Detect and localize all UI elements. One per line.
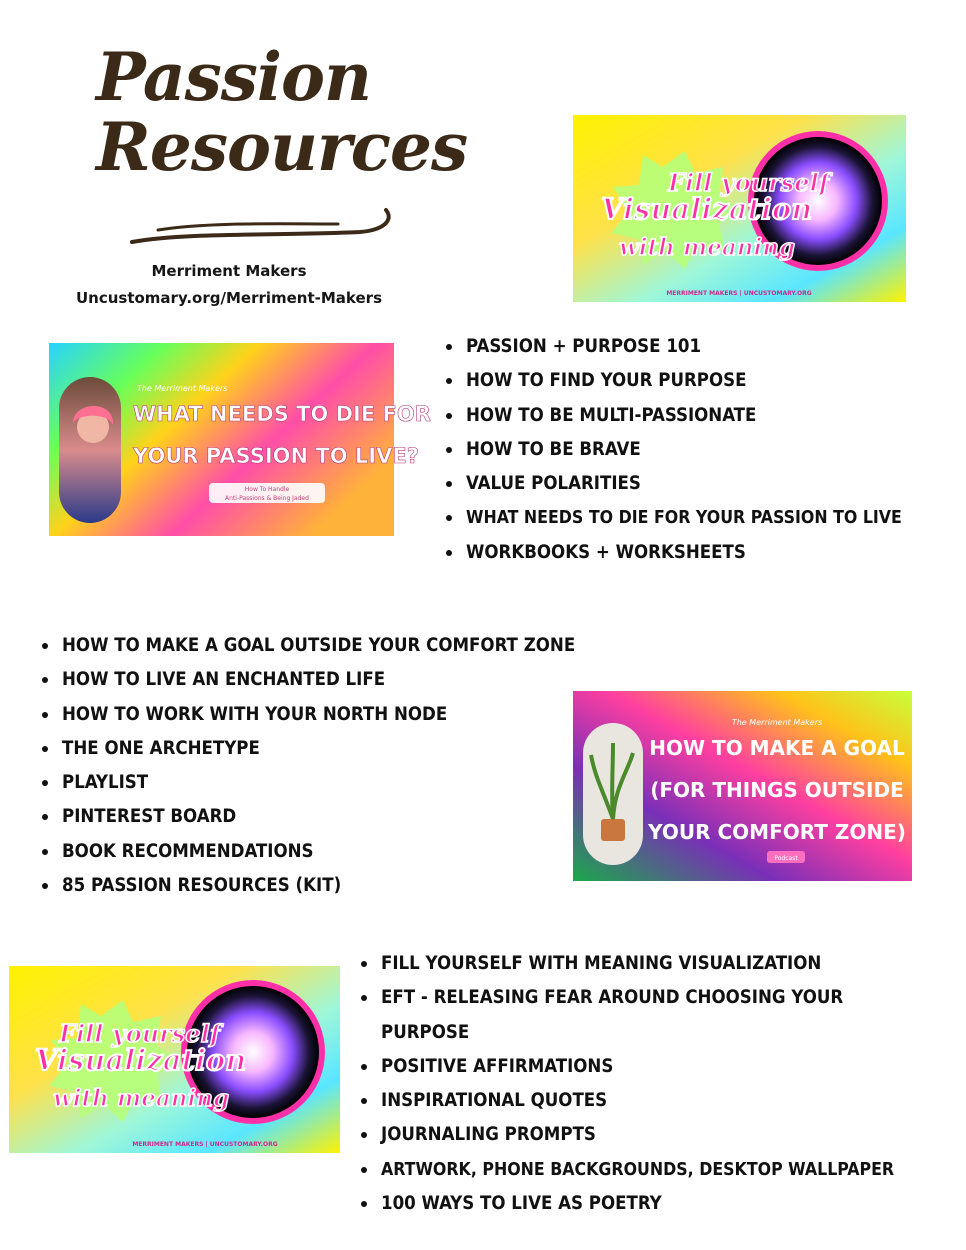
- list-item[interactable]: HOW TO WORK WITH YOUR NORTH NODE: [40, 698, 580, 732]
- goal-badge: Podcast: [774, 855, 798, 862]
- die-kicker: The Merriment Makers: [137, 384, 228, 393]
- list-item[interactable]: 100 WAYS TO LIVE AS POETRY: [359, 1187, 859, 1221]
- resource-list-2: [40, 629, 580, 903]
- die-line1: WHAT NEEDS TO DIE FOR: [133, 402, 431, 426]
- visualization-thumbnail-top[interactable]: [573, 115, 906, 302]
- list-item[interactable]: PLAYLIST: [40, 766, 580, 800]
- list-item[interactable]: HOW TO FIND YOUR PURPOSE: [444, 364, 954, 398]
- credit-block: [70, 258, 388, 312]
- die-sub1: How To Handle: [244, 486, 290, 493]
- list-item[interactable]: THE ONE ARCHETYPE: [40, 732, 580, 766]
- list-item[interactable]: POSITIVE AFFIRMATIONS: [359, 1050, 859, 1084]
- page-title: [96, 38, 468, 186]
- goal-kicker: The Merriment Makers: [731, 718, 823, 727]
- list-item[interactable]: FILL YOURSELF WITH MEANING VISUALIZATION: [359, 947, 859, 981]
- list-item[interactable]: JOURNALING PROMPTS: [359, 1118, 859, 1152]
- list-item[interactable]: EFT - RELEASING FEAR AROUND CHOOSING YOUR PURPOSE: [359, 981, 859, 1050]
- visualization-thumbnail-bottom[interactable]: [9, 966, 340, 1153]
- credit-url[interactable]: Uncustomary.org/Merriment-Makers: [75, 289, 383, 307]
- list-item[interactable]: 85 PASSION RESOURCES (KIT): [40, 869, 580, 903]
- title-line-1: Passion: [96, 38, 372, 116]
- viz-bottom-line2: Visualization: [35, 1043, 247, 1077]
- goal-line1: HOW TO MAKE A GOAL: [649, 736, 905, 760]
- viz-bottom-line3: with meaning: [53, 1085, 230, 1112]
- credit-name: Merriment Makers: [151, 262, 307, 280]
- goal-line3: YOUR COMFORT ZONE): [648, 820, 906, 844]
- die-sub2: Anti-Passions & Being Jaded: [225, 495, 309, 502]
- list-item[interactable]: HOW TO MAKE A GOAL OUTSIDE YOUR COMFORT ZONE: [40, 629, 580, 663]
- list-item[interactable]: PASSION + PURPOSE 101: [444, 330, 954, 364]
- list-item[interactable]: PINTEREST BOARD: [40, 800, 580, 834]
- viz-top-footer: MERRIMENT MAKERS | UNCUSTOMARY.ORG: [666, 290, 812, 297]
- list-item[interactable]: HOW TO LIVE AN ENCHANTED LIFE: [40, 663, 580, 697]
- die-line2: YOUR PASSION TO LIVE?: [133, 444, 419, 468]
- die-for-passion-thumbnail[interactable]: [49, 343, 431, 536]
- viz-bottom-footer: MERRIMENT MAKERS | UNCUSTOMARY.ORG: [132, 1141, 278, 1148]
- list-item[interactable]: HOW TO BE BRAVE: [444, 433, 954, 467]
- viz-bottom-line1: Fill yourself: [59, 1019, 221, 1048]
- viz-top-line2: Visualization: [601, 192, 813, 226]
- list-item[interactable]: ARTWORK, PHONE BACKGROUNDS, DESKTOP WALLPAPER: [359, 1153, 859, 1187]
- list-item[interactable]: VALUE POLARITIES: [444, 467, 954, 501]
- list-item[interactable]: BOOK RECOMMENDATIONS: [40, 835, 580, 869]
- goal-line2: (FOR THINGS OUTSIDE: [650, 778, 904, 802]
- viz-top-line1: Fill yourself: [668, 168, 830, 197]
- viz-top-line3: with meaning: [619, 234, 796, 261]
- resource-list-3: [359, 947, 895, 1221]
- list-item[interactable]: INSPIRATIONAL QUOTES: [359, 1084, 859, 1118]
- list-item[interactable]: HOW TO BE MULTI-PASSIONATE: [444, 399, 954, 433]
- title-line-2: Resources: [96, 108, 468, 186]
- list-item[interactable]: WORKBOOKS + WORKSHEETS: [444, 536, 954, 570]
- swoosh-divider-icon: [128, 206, 398, 246]
- list-item[interactable]: WHAT NEEDS TO DIE FOR YOUR PASSION TO LIVE: [444, 501, 954, 535]
- resource-list-1: [444, 330, 954, 570]
- make-a-goal-thumbnail[interactable]: [573, 691, 912, 881]
